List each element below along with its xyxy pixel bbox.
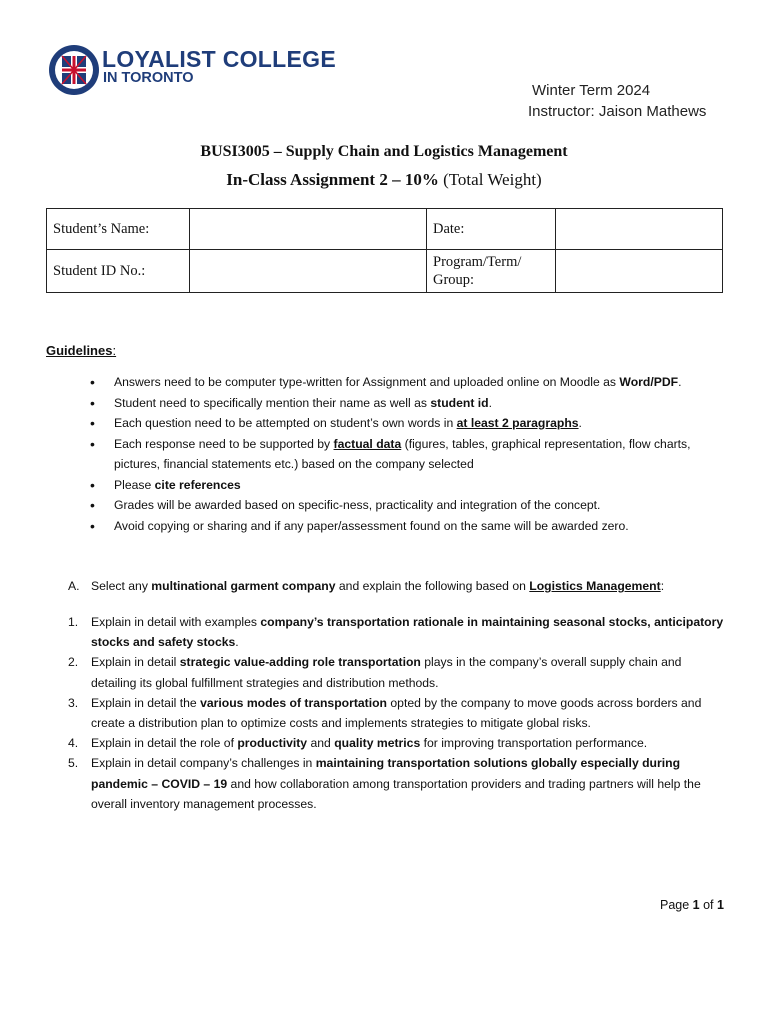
- instructor-label: Instructor: Jaison Mathews: [528, 103, 707, 120]
- text-run: Select any: [91, 579, 152, 593]
- question-item: [68, 733, 728, 753]
- text-run: .: [235, 635, 239, 650]
- text-run: strategic value-adding role transportation: [179, 655, 421, 670]
- text-run: plays in the company’s overall supply chain and detailing its global fulfillment strategies and distribution methods.: [91, 655, 682, 690]
- text-run: :: [660, 579, 665, 593]
- student-info-table: [46, 208, 723, 293]
- text-run: Word/PDF: [619, 375, 679, 389]
- text-run: multinational garment company: [151, 579, 336, 593]
- question-number: 2.: [68, 655, 79, 670]
- text-run: .: [578, 416, 582, 430]
- text-run: and explain the following based on: [335, 579, 530, 593]
- question-number: 1.: [68, 615, 79, 629]
- college-crest-icon: [48, 42, 100, 98]
- course-title: BUSI3005 – Supply Chain and Logistics Management: [200, 143, 568, 160]
- text-run: Each response need to be supported by: [114, 436, 334, 451]
- guideline-item: [88, 393, 728, 414]
- question-number: 4.: [68, 736, 79, 751]
- text-run: student id: [430, 395, 489, 410]
- date-field[interactable]: [556, 209, 723, 250]
- student-name-field[interactable]: [190, 209, 427, 250]
- text-run: Explain in detail the: [91, 695, 201, 710]
- text-run: productivity: [237, 736, 308, 751]
- text-run: .: [678, 375, 682, 389]
- text-run: opted by the company to move goods across borders and create a distribution plan to optimize costs and implements strategies to mitigate global risks.: [91, 695, 702, 731]
- text-run: Each question need to be attempted on student’s own words in: [114, 416, 457, 430]
- section-a-text: [68, 576, 748, 596]
- guideline-item: [88, 475, 728, 496]
- text-run: Grades will be awarded based on specific-ness, practicality and integration of the concept.: [114, 498, 601, 512]
- text-run: Logistics Management: [529, 579, 661, 593]
- guideline-item: [88, 495, 728, 516]
- section-a-label: A.: [68, 579, 80, 593]
- text-run: Answers need to be computer type-written for Assignment and uploaded online on Moodle as: [114, 375, 620, 389]
- text-run: at least 2 paragraphs: [456, 416, 579, 430]
- question-item: [68, 693, 728, 733]
- text-run: Avoid copying or sharing and if any paper/assessment found on the same will be awarded zero.: [114, 518, 629, 533]
- text-run: (figures, tables, graphical representation, flow charts, pictures, financial statements etc.) based on the company selected: [114, 436, 691, 471]
- term-label: Winter Term 2024: [532, 82, 651, 99]
- text-run: factual data: [333, 436, 402, 451]
- text-run: Explain in detail company’s challenges in: [91, 756, 316, 771]
- text-run: quality metrics: [334, 736, 421, 751]
- text-run: Explain in detail with examples: [91, 615, 261, 629]
- question-number: 3.: [68, 695, 79, 710]
- text-run: for improving transportation performance.: [420, 736, 648, 751]
- college-logo: [48, 42, 336, 98]
- text-run: and: [307, 736, 335, 751]
- text-run: company’s transportation rationale in maintaining seasonal stocks, anticipatory stocks and safety stocks: [91, 615, 724, 650]
- text-run: cite references: [154, 477, 241, 492]
- guideline-item: [88, 516, 728, 537]
- date-label: Date:: [427, 209, 556, 250]
- student-id-field[interactable]: [190, 250, 427, 293]
- question-item: [68, 753, 728, 814]
- guideline-item: [88, 372, 728, 393]
- logo-name-line1: LOYALIST COLLEGE: [102, 46, 336, 72]
- text-run: Please: [114, 477, 155, 492]
- question-list: [68, 612, 728, 814]
- student-name-label: Student’s Name:: [47, 209, 190, 250]
- text-run: .: [488, 395, 492, 410]
- question-item: [68, 652, 728, 692]
- text-run: maintaining transportation solutions globally especially during pandemic – COVID – 19: [91, 756, 681, 791]
- text-run: Explain in detail: [91, 655, 180, 670]
- assignment-title: In-Class Assignment 2 – 10% (Total Weight): [226, 170, 542, 189]
- question-number: 5.: [68, 756, 79, 771]
- section-a-intro: [68, 576, 748, 596]
- program-term-group-field[interactable]: [556, 250, 723, 293]
- text-run: Explain in detail the role of: [91, 736, 238, 751]
- guideline-item: [88, 413, 728, 434]
- text-run: Student need to specifically mention their name as well as: [114, 395, 431, 410]
- guideline-item: [88, 434, 728, 475]
- page-number: Page 1 of 1: [660, 898, 724, 912]
- student-id-label: Student ID No.:: [47, 250, 190, 293]
- question-item: [68, 612, 728, 652]
- text-run: and how collaboration among transportation providers and trading partners will help the overall inventory management processes.: [91, 776, 701, 811]
- guidelines-list: [88, 372, 728, 536]
- program-term-group-label: Program/Term/ Group:: [427, 250, 556, 293]
- guidelines-heading: Guidelines:: [46, 343, 117, 358]
- logo-name-line2: IN TORONTO: [103, 70, 194, 86]
- text-run: various modes of transportation: [200, 695, 387, 710]
